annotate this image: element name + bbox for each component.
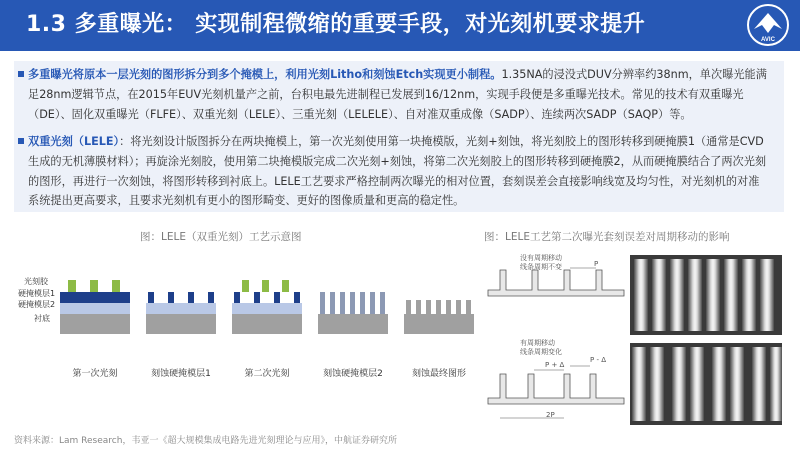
step-1-stack (60, 280, 130, 334)
step-label-5: 刻蚀最终图形 (411, 369, 466, 379)
label-p-minus-delta: P - Δ (590, 356, 606, 364)
source-note: 资料来源：Lam Research，韦亚一《超大规模集成电路先进光刻理论与应用》，中航证券研究所 (14, 436, 397, 446)
layer-label-hm2: 硬掩模层2 (18, 300, 56, 309)
svg-text:AVIC: AVIC (761, 37, 775, 43)
layer-label-substrate: 衬底 (34, 314, 50, 323)
lele-process-diagram (60, 270, 480, 360)
step-3-stack (232, 280, 302, 334)
intro-p1-body: 1.35NA的浸没式DUV分辨率约38nm，单次曝光能满足28nm逻辑节点，在2015年EUV光刻机量产之前，台积电最先进制程已发展到16/12nm，实现手段便是多重曝光技术。常见的技术有双重曝光（DE）、固化双重曝光（FLFE）、双重光刻（LELE）、三重光刻（LELELE）、自对准双重成像（SADP）、连续两次SADP（SAQP）等。 (28, 68, 767, 121)
page-title: 1.3 多重曝光： 实现制程微缩的重要手段，对光刻机要求提升 (26, 12, 646, 37)
step-5-stack (404, 300, 474, 334)
step-2-stack (146, 292, 216, 334)
step-label-2: 刻蚀硬掩模层1 (151, 369, 211, 379)
intro-p2-highlight: 双重光刻（LELE） (28, 135, 120, 148)
right-figure-caption: 图：LELE工艺第二次曝光套刻误差对周期移动的影响 (484, 231, 730, 243)
step-label-3: 第二次光刻 (244, 369, 290, 379)
intro-paragraph-2 (28, 132, 768, 211)
note-shift-line2: 线条周期变化 (520, 348, 562, 356)
intro-p2-body: ：将光刻设计版图拆分在两块掩模上，第一次光刻使用第一块掩模版，光刻+刻蚀，将光刻胶上的图形转移到硬掩膜1（通常是CVD生成的无机薄膜材料）；再旋涂光刻胶，使用第二块掩模版完成二次光刻+刻蚀，将第二次光刻胶上的图形转移到硬掩膜2，从而硬掩膜结合了两次光刻的图形，再进行一次刻蚀，将图形转移到衬底上。LELE工艺要求严格控制两次曝光的相对位置，套刻误差会直接影响线宽及均匀性，对光刻机的对准系统提出更高要求，且要求光刻机有更小的图形畸变、更好的图像质量和更高的稳定性。 (28, 135, 767, 208)
intro-p1-highlight: 多重曝光将原本一层光刻的图形拆分到多个掩模上，利用光刻Litho和刻蚀Etch实现更小制程。 (28, 68, 502, 81)
intro-paragraph-1 (28, 65, 768, 124)
step-label-4: 刻蚀硬掩模层2 (323, 369, 383, 379)
step-4-stack (318, 292, 388, 334)
label-p-plus-delta: P + Δ (545, 361, 565, 369)
bullet-icon (18, 138, 24, 144)
layer-label-resist: 光刻胶 (24, 277, 48, 286)
intro-textbox (14, 61, 784, 212)
left-figure-caption: 图：LELE（双重光刻）工艺示意图 (140, 231, 302, 243)
bullet-icon (18, 71, 24, 77)
sem-micrographs (630, 255, 782, 425)
note-no-shift-line1: 没有周期移动 (520, 254, 562, 262)
label-p: P (594, 260, 599, 268)
layer-label-hm1: 硬掩模层1 (18, 289, 56, 298)
header-bar (0, 0, 800, 51)
note-shift-line1: 有周期移动 (520, 339, 555, 347)
avic-logo-icon (746, 3, 790, 47)
period-shift-schematic (484, 250, 628, 426)
label-2p: 2P (546, 411, 555, 419)
step-label-1: 第一次光刻 (72, 369, 118, 379)
note-no-shift-line2: 线条周期不变 (520, 263, 562, 271)
